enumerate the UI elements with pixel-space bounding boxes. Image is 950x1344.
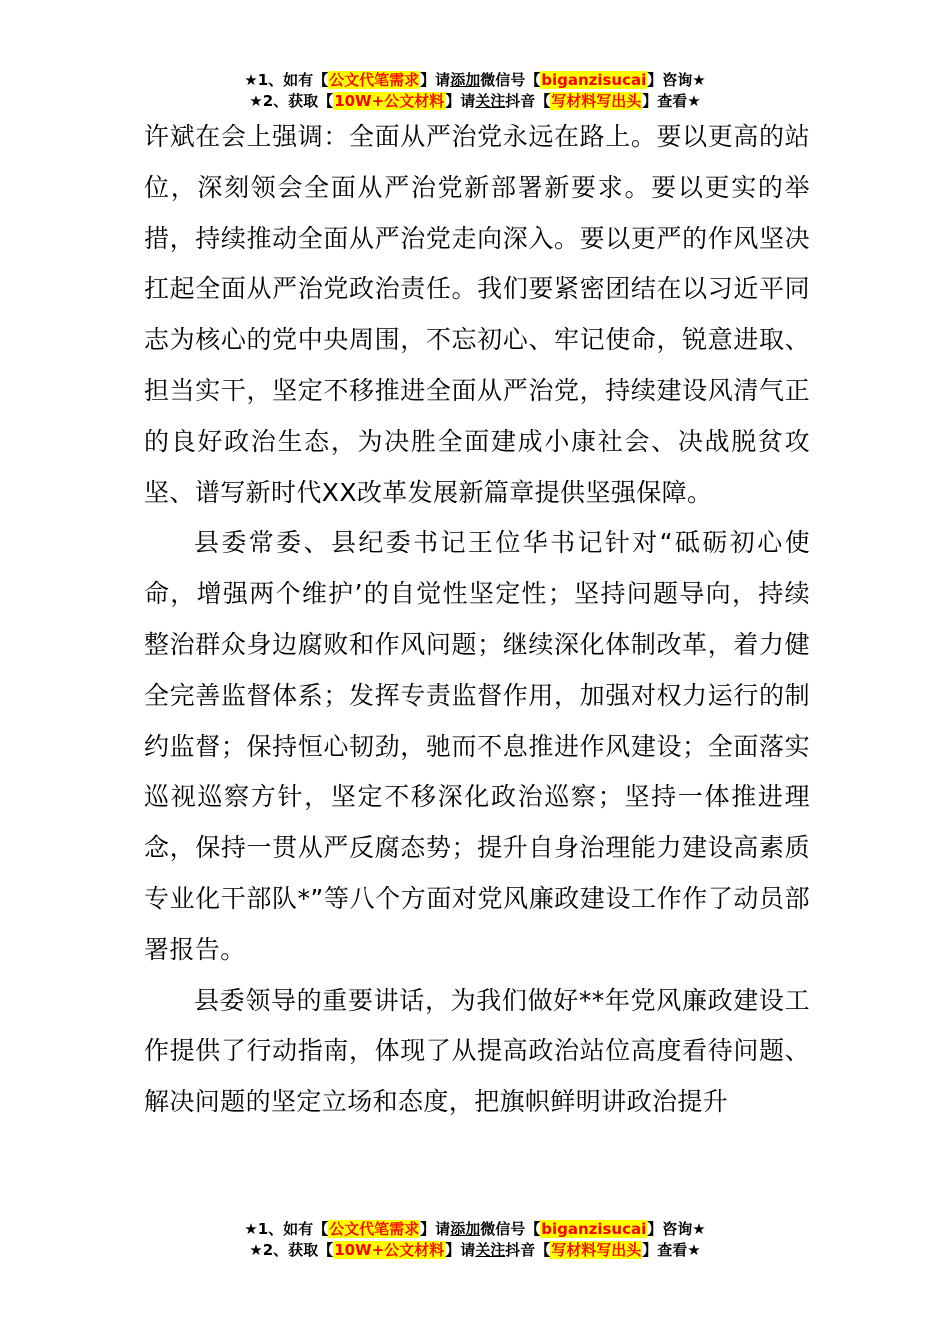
document-body <box>144 112 810 1128</box>
header-promo-banner <box>0 70 950 112</box>
promo-text: 抖音【 <box>505 92 551 110</box>
promo-text: ★2、获取【 <box>249 92 334 110</box>
promo-text: ★2、获取【 <box>249 1241 334 1259</box>
promo-line-1 <box>0 1219 950 1240</box>
promo-underlined: 关注 <box>475 1241 506 1259</box>
paragraph: 县委领导的重要讲话，为我们做好**年党风廉政建设工作提供了行动指南，体现了从提高政治站位高度看待问题、解决问题的坚定立场和态度，把旗帜鲜明讲政治提升 <box>144 985 810 1117</box>
promo-line-2 <box>0 91 950 112</box>
promo-text: 】请 <box>445 1241 476 1259</box>
promo-text: 微信号【 <box>480 71 541 89</box>
promo-text: 】咨询★ <box>647 71 706 89</box>
promo-line-1 <box>0 70 950 91</box>
promo-underlined: 关注 <box>475 92 506 110</box>
promo-text: 】请 <box>420 71 451 89</box>
promo-text: 】请 <box>420 1220 451 1238</box>
paragraph: 县委常委、县纪委书记王位华书记针对“砥砺初心使命，增强两个维护’的自觉性坚定性；坚持问题导向，持续整治群众身边腐败和作风问题；继续深化体制改革，着力健全完善监督体系；发挥专责监督作用，加强对权力运行的制约监督；保持恒心韧劲，驰而不息推进作风建设；全面落实巡视巡察方针，坚定不移深化政治巡察；坚持一体推进理念，保持一贯从严反腐态势；提升自身治理能力建设高素质专业化干部队*”等八个方面对党风廉政建设工作作了动员部署报告。 <box>144 528 810 964</box>
footer-promo-banner <box>0 1219 950 1261</box>
promo-text: 抖音【 <box>505 1241 551 1259</box>
promo-text: 微信号【 <box>480 1220 541 1238</box>
highlight-materials: 10W+公文材料 <box>334 92 445 110</box>
promo-text: 】查看★ <box>642 1241 701 1259</box>
promo-underlined: 添加 <box>450 1220 481 1238</box>
highlight-wechat-id: biganzisucai <box>541 1220 647 1238</box>
promo-text: 】请 <box>445 92 476 110</box>
promo-underlined: 添加 <box>450 71 481 89</box>
promo-text: ★1、如有【 <box>244 71 329 89</box>
promo-text: 】查看★ <box>642 92 701 110</box>
highlight-service: 公文代笔需求 <box>329 1220 420 1238</box>
highlight-wechat-id: biganzisucai <box>541 71 647 89</box>
highlight-materials: 10W+公文材料 <box>334 1241 445 1259</box>
promo-text: 】咨询★ <box>647 1220 706 1238</box>
highlight-service: 公文代笔需求 <box>329 71 420 89</box>
promo-line-2 <box>0 1240 950 1261</box>
highlight-douyin-account: 写材料写出头 <box>551 1241 642 1259</box>
promo-text: ★1、如有【 <box>244 1220 329 1238</box>
paragraph: 许斌在会上强调：全面从严治党永远在路上。要以更高的站位，深刻领会全面从严治党新部署新要求。要以更实的举措，持续推动全面从严治党走向深入。要以更严的作风坚决扛起全面从严治党政治责任。我们要紧密团结在以习近平同志为核心的党中央周围，不忘初心、牢记使命，锐意进取、担当实干，坚定不移推进全面从严治党，持续建设风清气正的良好政治生态，为决胜全面建成小康社会、决战脱贫攻坚、谱写新时代XX改革发展新篇章提供坚强保障。 <box>144 122 810 507</box>
highlight-douyin-account: 写材料写出头 <box>551 92 642 110</box>
